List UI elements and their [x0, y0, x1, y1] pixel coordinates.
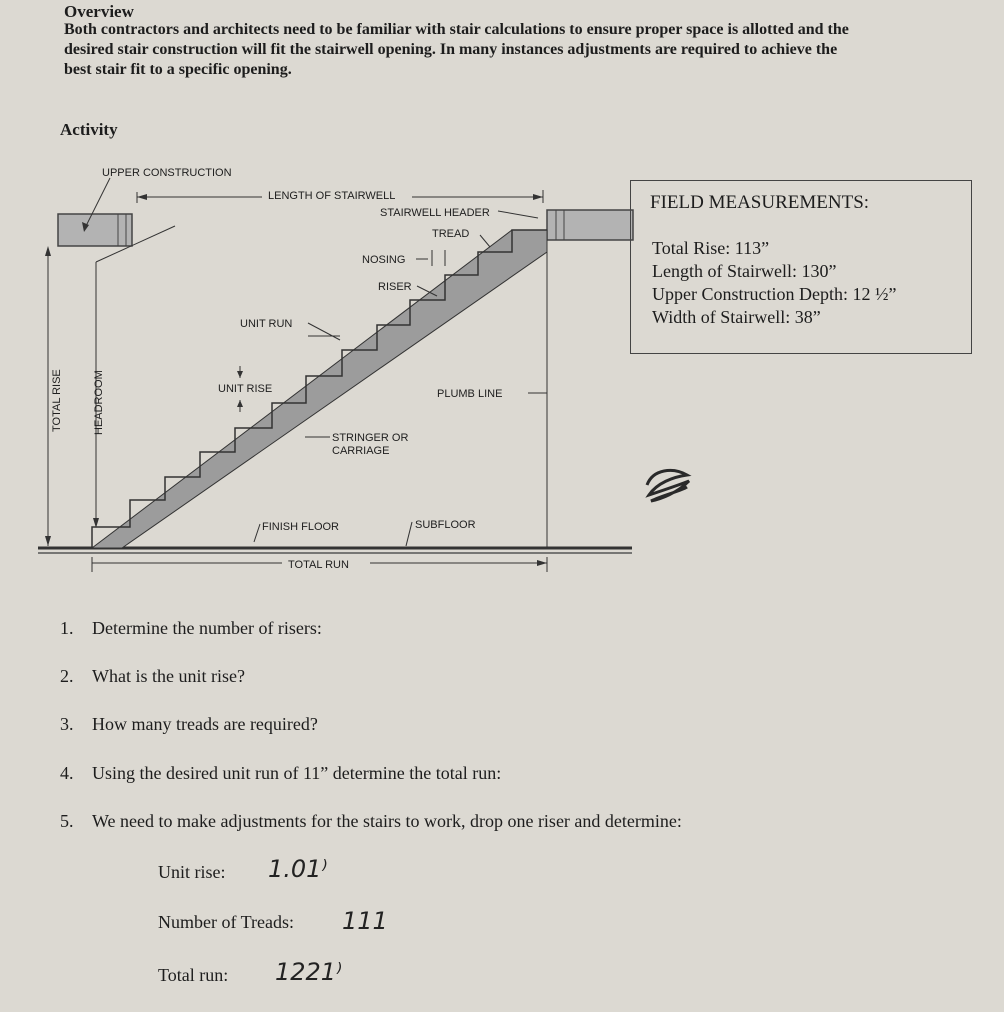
field-length-of-stairwell: Length of Stairwell: 130”: [652, 261, 837, 281]
label-unit-rise: UNIT RISE: [218, 383, 273, 395]
label-subfloor: SUBFLOOR: [415, 519, 476, 531]
label-stringer: STRINGER OR: [332, 432, 409, 444]
question-1: 1. Determine the number of risers:: [60, 618, 322, 638]
question-5: 5. We need to make adjustments for the stairs to work, drop one riser and determine:: [60, 811, 682, 831]
total-run-label: Total run:: [158, 965, 229, 985]
stairwell-header-block: [547, 210, 633, 240]
activity-heading: Activity: [60, 120, 118, 139]
unit-rise-handwritten: 1.01⁾: [268, 855, 328, 883]
question-2: 2. What is the unit rise?: [60, 666, 245, 686]
label-total-run: TOTAL RUN: [288, 559, 349, 571]
intro-line: Both contractors and architects need to be familiar with stair calculations to ensure proper space is allotted and the: [64, 21, 849, 38]
overview-heading: Overview: [64, 2, 134, 21]
intro-line: desired stair construction will fit the stairwell opening. In many instances adjustments are required to achieve the: [64, 41, 838, 58]
left-upper-construction: [58, 214, 132, 246]
treads-label: Number of Treads:: [158, 912, 294, 932]
intro-paragraph: [64, 20, 944, 80]
label-plumb-line: PLUMB LINE: [437, 388, 503, 400]
question-3: 3. How many treads are required?: [60, 714, 318, 734]
question-4: 4. Using the desired unit run of 11” determine the total run:: [60, 763, 502, 783]
field-width-of-stairwell: Width of Stairwell: 38”: [652, 307, 821, 327]
label-riser: RISER: [378, 281, 412, 293]
label-finish-floor: FINISH FLOOR: [262, 521, 340, 533]
label-upper-construction: UPPER CONSTRUCTION: [102, 167, 232, 179]
total-run-handwritten: 1221⁾: [275, 958, 342, 986]
field-measurements-title: FIELD MEASUREMENTS:: [650, 192, 870, 213]
field-upper-construction-depth: Upper Construction Depth: 12 ½”: [652, 284, 897, 304]
label-total-rise: TOTAL RISE: [51, 369, 63, 432]
label-tread: TREAD: [432, 228, 470, 240]
label-carriage: CARRIAGE: [332, 445, 390, 457]
field-total-rise: Total Rise: 113”: [652, 238, 770, 258]
label-stairwell-header: STAIRWELL HEADER: [380, 207, 490, 219]
label-headroom: HEADROOM: [93, 370, 105, 435]
stair-diagram: [28, 160, 648, 580]
unit-rise-label: Unit rise:: [158, 862, 226, 882]
treads-handwritten: 111: [342, 907, 388, 935]
label-nosing: NOSING: [362, 254, 406, 266]
label-unit-run: UNIT RUN: [240, 318, 293, 330]
label-length-of-stairwell: LENGTH OF STAIRWELL: [268, 190, 396, 202]
intro-line: best stair fit to a specific opening.: [64, 61, 292, 78]
pen-scribble: [643, 465, 693, 505]
